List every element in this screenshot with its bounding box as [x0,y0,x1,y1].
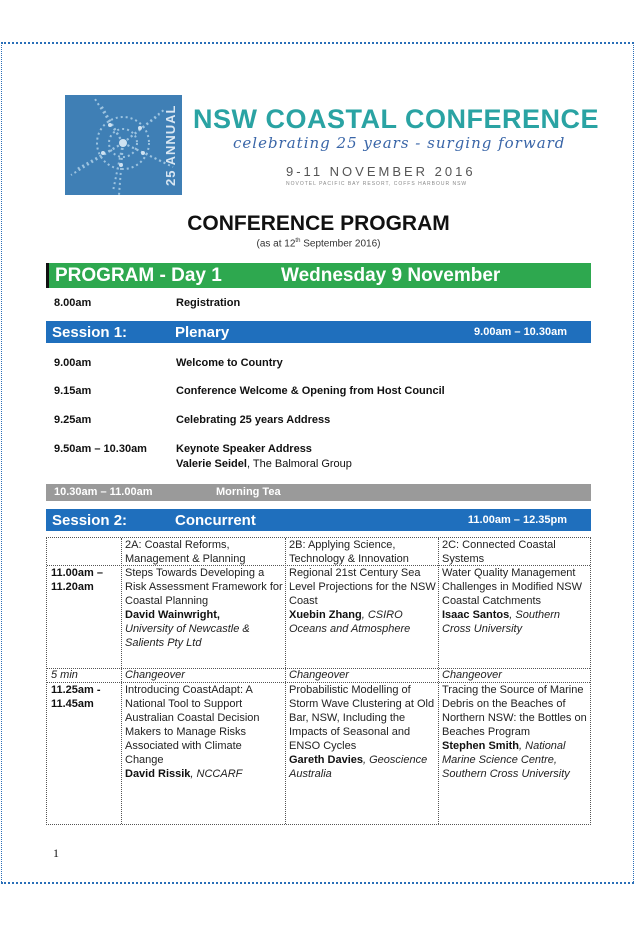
session2-name: Concurrent [175,512,256,529]
changeover-2a: Changeover [125,669,185,681]
speaker-affiliation: , The Balmoral Group [246,458,352,470]
day-label: PROGRAM - Day 1 [55,265,222,286]
speaker-affiliation: , National Marine Science Centre, Southern Cross University [442,740,570,780]
talk-title: Water Quality Management Challenges in Modified NSW Coastal Catchments [442,567,583,607]
talk-title: Introducing CoastAdapt: A National Tool to Support Australian Coastal Decision Makers to Manage Risks Associated with Climate Change [125,684,260,766]
slot2-2c [442,683,588,781]
column-divider [285,538,286,824]
slot1-2c [442,566,588,636]
plenary-item [54,385,445,397]
speaker-name: Gareth Davies [289,754,363,766]
slot2-time: 11.25am - 11.45am [51,684,101,710]
changeover-2c: Changeover [442,669,502,681]
plenary-item [54,414,331,426]
plenary-item [54,443,312,455]
registration-row [54,297,241,309]
morning-tea-time: 10.30am – 11.00am [54,486,153,498]
slot2-2a [125,683,283,781]
speaker-affiliation: , CSIRO Oceans and Atmosphere [289,609,411,635]
speaker-name: Xuebin Zhang [289,609,362,621]
conference-venue: NOVOTEL PACIFIC BAY RESORT, COFFS HARBOUR NSW [286,181,468,187]
page-subtitle: (as at 12th September 2016) [256,238,381,250]
annual-badge: 25 ANNUAL [163,104,178,186]
session1-name: Plenary [175,324,230,341]
talk-title: Regional 21st Century Sea Level Projections for the NSW Coast [289,567,436,607]
session1-header [46,321,591,343]
column-divider [438,538,439,824]
speaker-name: Stephen Smith [442,740,520,752]
session1-time: 9.00am – 10.30am [474,326,567,338]
speaker-affiliation: , Geoscience Australia [289,754,428,780]
slot1-2b [289,566,437,636]
session2-table [46,537,591,825]
session2-time: 11.00am – 12.35pm [467,514,567,526]
conference-dates: 9-11 NOVEMBER 2016 [286,164,476,179]
speaker-affiliation: University of Newcastle & Salients Pty Ltd [125,623,250,649]
speaker-name: Isaac Santos [442,609,510,621]
morning-tea-bar [46,484,591,501]
slot1-2a [125,566,283,650]
slot1-time: 11.00am – 11.20am [51,567,103,593]
plenary-time: 9.00am [54,357,92,369]
speaker-affiliation: , NCCARF [190,768,243,780]
session1-label: Session 1: [52,324,128,341]
conference-tagline: celebrating 25 years - surging forward [233,134,566,152]
changeover-2b: Changeover [289,669,349,681]
changeover-time: 5 min [51,669,78,681]
column-divider [121,538,122,824]
stream-header-2b: 2B: Applying Science, Technology & Innovation [289,539,409,565]
speaker-affiliation: , Southern Cross University [442,609,561,635]
slot2-2b [289,683,437,781]
keynote-speaker [176,458,352,470]
speaker-name: Valerie Seidel [176,458,247,470]
speaker-name: David Wainwright, [125,609,220,621]
conference-name: NSW COASTAL CONFERENCE [193,104,600,134]
registration-time: 8.00am [54,297,92,309]
talk-title: Tracing the Source of Marine Debris on the Beaches of Northern NSW: the Bottles on Beaches Program [442,684,587,738]
plenary-item [54,357,283,369]
plenary-time: 9.25am [54,414,92,426]
day-date: Wednesday 9 November [281,265,501,286]
plenary-time: 9.15am [54,385,92,397]
plenary-text: Celebrating 25 years Address [176,414,331,426]
stream-header-2c: 2C: Connected Coastal Systems [442,539,556,565]
registration-text: Registration [176,297,241,309]
morning-tea-label: Morning Tea [216,486,281,498]
talk-title: Steps Towards Developing a Risk Assessment Framework for Coastal Planning [125,567,283,607]
page-number: 1 [53,846,59,860]
plenary-text: Welcome to Country [176,357,283,369]
stream-header-2a: 2A: Coastal Reforms, Management & Planning [125,539,246,565]
session2-header [46,509,591,531]
plenary-time: 9.50am – 10.30am [54,443,147,455]
talk-title: Probabilistic Modelling of Storm Wave Clustering at Old Bar, NSW, Including the Impacts of Seasonal and ENSO Cycles [289,684,435,752]
day-header [46,263,591,288]
plenary-text: Conference Welcome & Opening from Host Council [176,385,445,397]
session2-label: Session 2: [52,512,128,529]
page-title: CONFERENCE PROGRAM [187,212,450,235]
plenary-text: Keynote Speaker Address [176,443,312,455]
speaker-name: David Rissik [125,768,191,780]
